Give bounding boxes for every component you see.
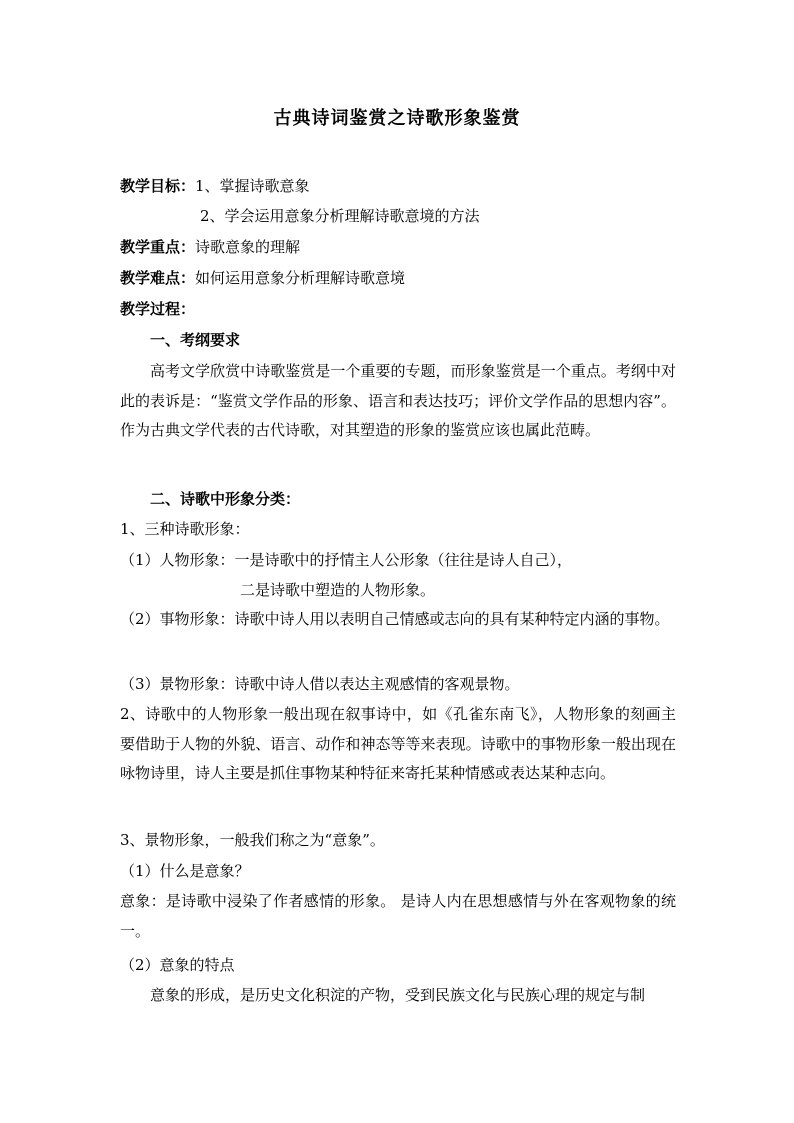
difficulty-label: 教学难点： <box>120 269 196 287</box>
section2-p2: 2、诗歌中的人物形象一般出现在叙事诗中，如《孔雀东南飞》，人物形象的刻画主要借助于人物的外貌、语言、动作和神态等等来表现。诗歌中的事物形象一般出现在咏物诗里，诗人主要是抓住事物某种特征来寄托某种情感或表达某种志向。 <box>120 705 676 782</box>
difficulty <box>120 268 405 288</box>
image-definition: 意象：是诗歌中浸染了作者感情的形象。 是诗人内在思想感情与外在客观物象的统一。 <box>120 892 676 940</box>
section2-p3: 3、景物形象，一般我们称之为“意象”。 <box>120 831 385 849</box>
section1-heading: 一、考纲要求 <box>150 331 241 349</box>
scenery-image: （3）景物形象：诗歌中诗人借以表达主观感情的客观景物。 <box>120 675 520 693</box>
goals-label: 教学目标： <box>120 177 196 195</box>
character-image-line2: 二是诗歌中塑造的人物形象。 <box>240 581 436 599</box>
process-label: 教学过程： <box>120 300 196 318</box>
image-features-heading: （2）意象的特点 <box>120 956 235 974</box>
what-is-image-question: （1）什么是意象？ <box>120 862 250 880</box>
section2-heading: 二、诗歌中形象分类： <box>150 490 301 508</box>
character-image-line1: （1）人物形象：一是诗歌中的抒情主人公形象（往往是诗人自己）， <box>120 551 573 569</box>
section2-p1: 1、三种诗歌形象： <box>120 520 250 538</box>
key-point-label: 教学重点： <box>120 238 196 256</box>
key-point <box>120 237 300 257</box>
goal-item-2: 2、学会运用意象分析理解诗歌意境的方法 <box>200 207 480 225</box>
object-image: （2）事物形象：诗歌中诗人用以表明自己情感或志向的具有某种特定内涵的事物。 <box>120 610 670 628</box>
goal-item-1: 1、掌握诗歌意象 <box>195 177 310 195</box>
image-features-text: 意象的形成，是历史文化积淀的产物，受到民族文化与民族心理的规定与制 <box>150 986 646 1004</box>
difficulty-text: 如何运用意象分析理解诗歌意境 <box>195 269 406 287</box>
teaching-goals <box>120 176 310 196</box>
key-point-text: 诗歌意象的理解 <box>195 238 301 256</box>
section1-paragraph: 高考文学欣赏中诗歌鉴赏是一个重要的专题，而形象鉴赏是一个重点。考纲中对此的表诉是：“鉴赏文学作品的形象、语言和表达技巧；评价文学作品的思想内容”。作为古典文学代表的古代诗歌，对其塑造的形象的鉴赏应该也属此范畴。 <box>120 362 676 439</box>
page-title: 古典诗词鉴赏之诗歌形象鉴赏 <box>273 108 521 129</box>
